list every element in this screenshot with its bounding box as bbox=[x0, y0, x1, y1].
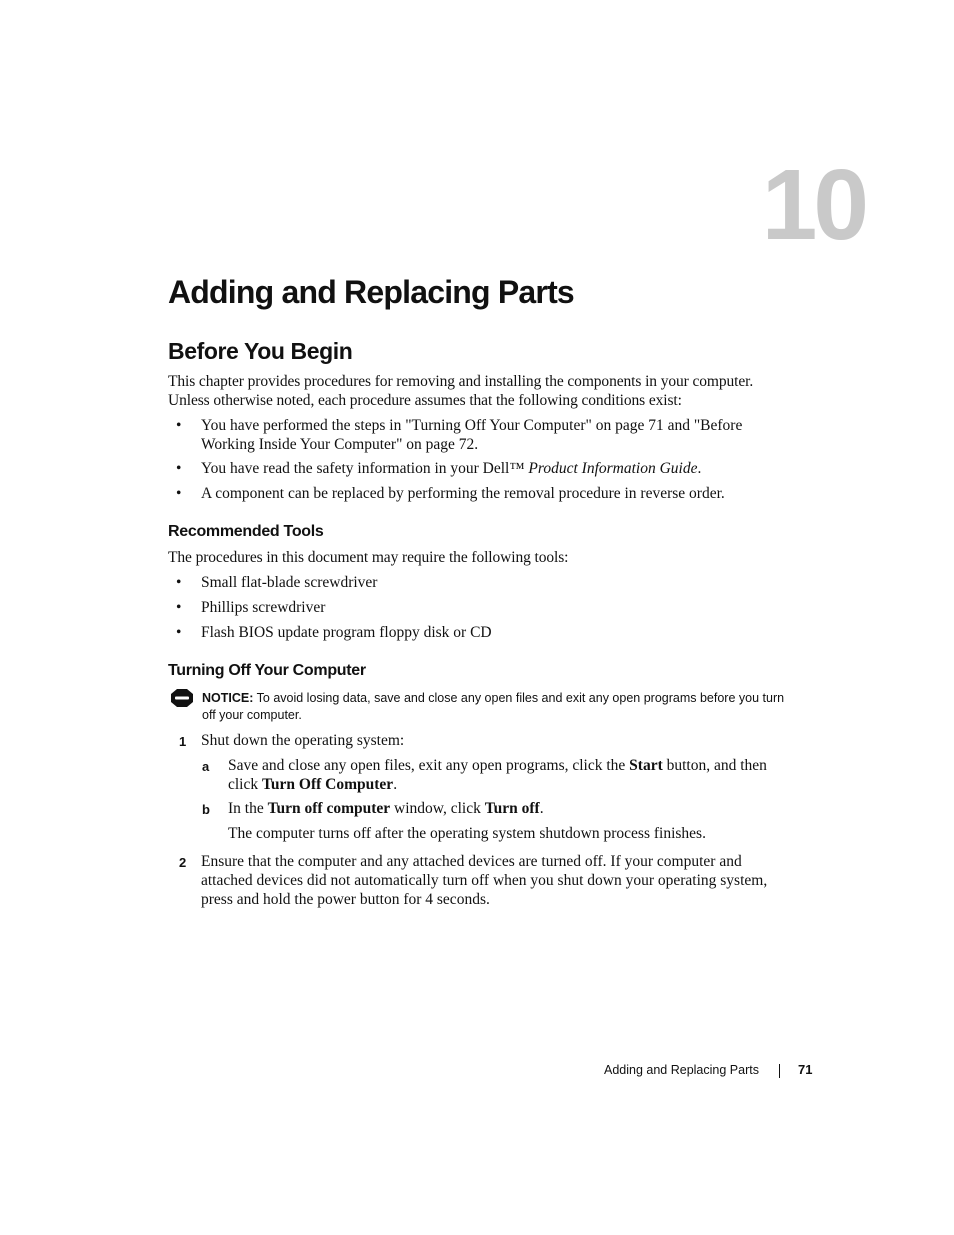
bullet-icon: • bbox=[176, 574, 182, 591]
text-run: . bbox=[539, 800, 544, 817]
shutdown-heading: Turning Off Your Computer bbox=[168, 662, 366, 679]
text-run: . bbox=[697, 460, 702, 477]
bullet-icon: • bbox=[176, 417, 182, 434]
ui-term: Turn off computer bbox=[267, 800, 391, 817]
text-run: window, click bbox=[390, 800, 485, 817]
list-item-text: A component can be replaced by performing the removal procedure in reverse order. bbox=[201, 485, 725, 502]
text-run: You have read the safety information in your Dell™ bbox=[201, 460, 529, 477]
page-number: 71 bbox=[798, 1062, 813, 1077]
list-item-text: Flash BIOS update program floppy disk or CD bbox=[201, 624, 492, 641]
bullet-icon: • bbox=[176, 624, 182, 641]
ui-term: Turn off bbox=[484, 800, 540, 817]
substep-letter: b bbox=[202, 802, 210, 817]
text-run: button, and then click bbox=[228, 757, 767, 793]
step-text: Shut down the operating system: bbox=[201, 732, 405, 749]
guide-title: Product Information Guide bbox=[528, 460, 698, 477]
bullet-icon: • bbox=[176, 599, 182, 616]
text-run: Save and close any open files, exit any open programs, click the bbox=[228, 757, 630, 774]
step-text: Ensure that the computer and any attached devices are turned off. If your computer and attached devices did not automatically turn off when you shut down your operating system, press and hold the power button for 4 seconds. bbox=[201, 853, 768, 908]
step-number: 2 bbox=[179, 855, 187, 870]
footer-title: Adding and Replacing Parts bbox=[604, 1063, 759, 1077]
list-item-text: Small flat-blade screwdriver bbox=[201, 574, 378, 591]
chapter-title: Adding and Replacing Parts bbox=[168, 274, 574, 310]
bullet-icon: • bbox=[176, 460, 182, 477]
tools-heading: Recommended Tools bbox=[168, 523, 324, 540]
list-item-text: You have performed the steps in "Turning Off Your Computer" on page 71 and "Before Working Inside Your Computer" on page 72. bbox=[201, 417, 743, 453]
notice-body: To avoid losing data, save and close any open files and exit any open programs before you turn off your computer. bbox=[202, 691, 785, 722]
notice-label: NOTICE: bbox=[202, 691, 254, 705]
list-item-text bbox=[201, 459, 781, 478]
step-number: 1 bbox=[179, 734, 187, 749]
text-run: In the bbox=[228, 800, 268, 817]
tools-intro: The procedures in this document may require the following tools: bbox=[168, 549, 569, 566]
footer-divider bbox=[779, 1064, 780, 1078]
text-run: . bbox=[393, 776, 398, 793]
chapter-number: 10 bbox=[761, 149, 865, 261]
substep-text bbox=[228, 756, 778, 794]
substep-letter: a bbox=[202, 759, 210, 774]
page-footer bbox=[560, 1061, 820, 1081]
intro-paragraph: This chapter provides procedures for removing and installing the components in your computer. Unless otherwise noted, each procedure assumes that the following conditions exist: bbox=[168, 373, 754, 409]
ui-term: Turn Off Computer bbox=[262, 776, 394, 793]
ui-term: Start bbox=[629, 757, 663, 774]
notice-text bbox=[202, 690, 792, 724]
notice-icon bbox=[170, 688, 194, 713]
list-item-text: Phillips screwdriver bbox=[201, 599, 326, 616]
substep-text bbox=[228, 799, 778, 818]
bullet-icon: • bbox=[176, 485, 182, 502]
section-title: Before You Begin bbox=[168, 338, 353, 364]
substep-note-text: The computer turns off after the operating system shutdown process finishes. bbox=[228, 825, 706, 842]
